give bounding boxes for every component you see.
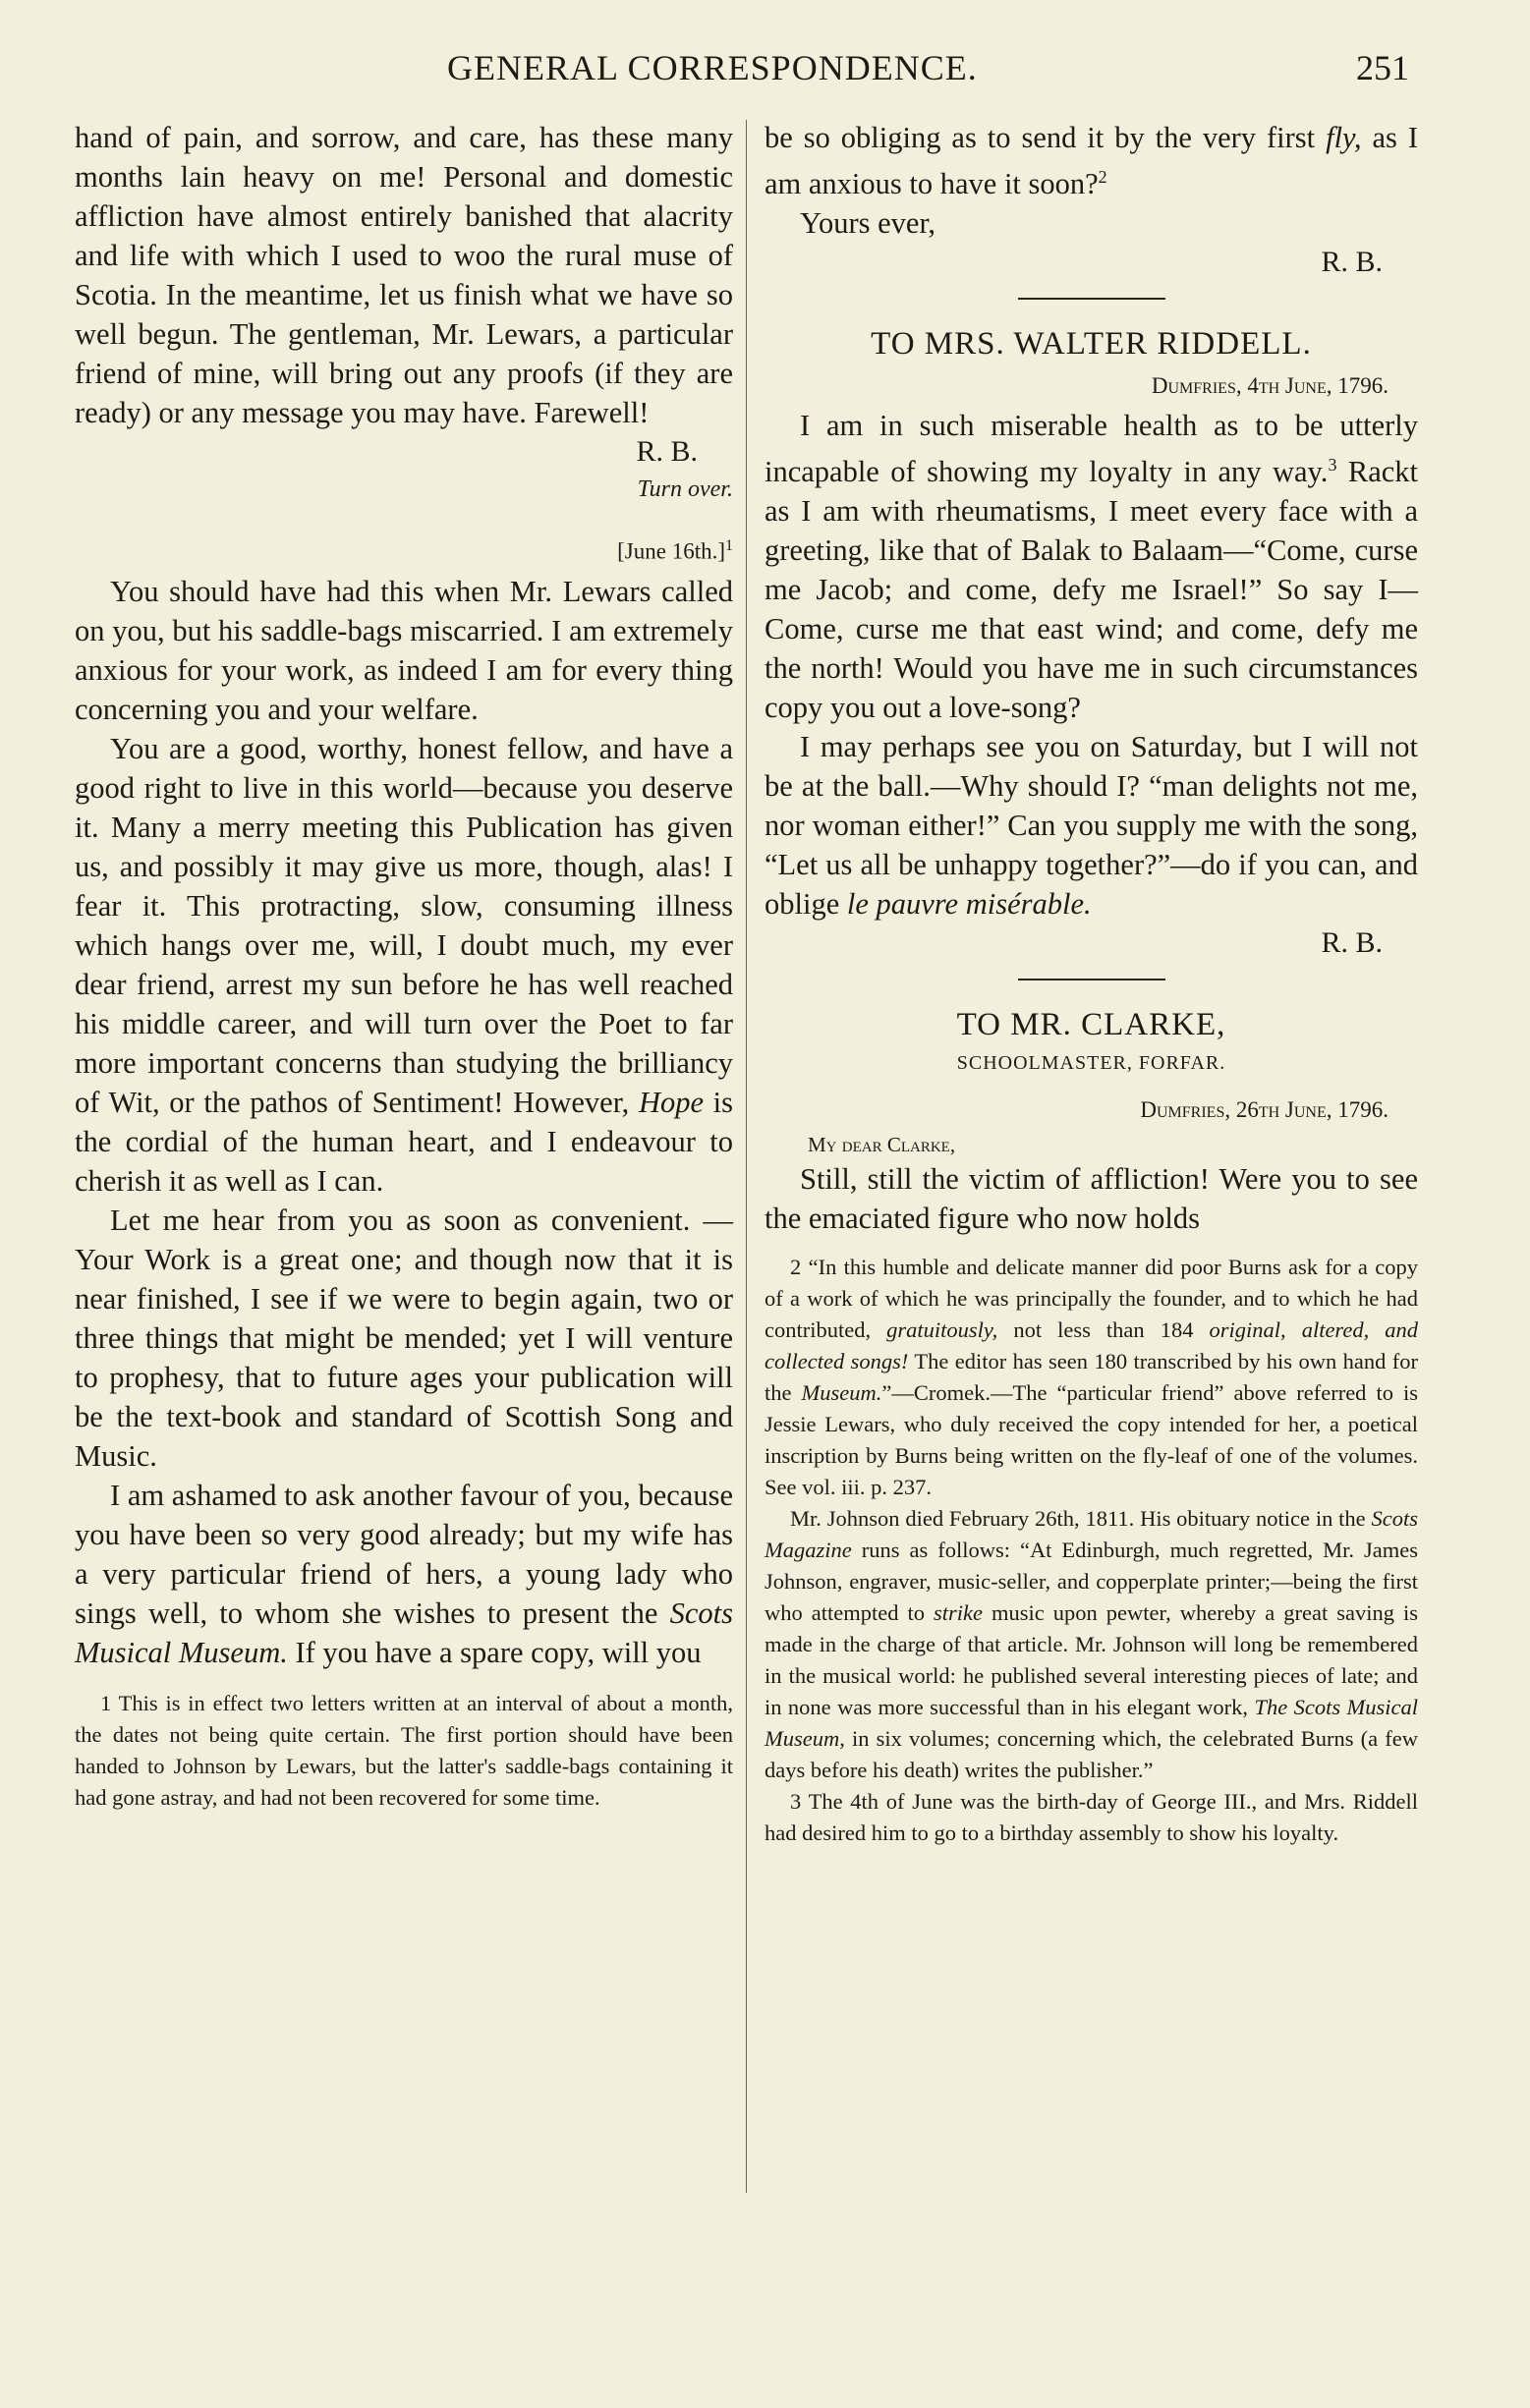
dateline: [June 16th.]$^1$ xyxy=(617,537,733,564)
right-column xyxy=(765,118,1418,1849)
letter-heading: TO MRS. WALTER RIDDELL. xyxy=(871,326,1312,363)
left-column xyxy=(75,118,733,1814)
letter-heading: TO MR. CLARKE, xyxy=(956,1007,1226,1043)
section-rule xyxy=(1018,298,1165,300)
paragraph: hand of pain, and sorrow, and care, has these many months lain heavy on me! Personal and domestic affliction have almost entirely banished that alacrity and life with which I used to woo the rural muse of Scotia. In the meantime, let us finish what we have so well begun. The gentleman, Mr. Lewars, a particular friend of mine, will bring out any proofs (if they are ready) or any message you may have. Farewell! xyxy=(75,121,733,429)
signature: R. B. xyxy=(636,435,698,468)
salutation: My dear Clarke, xyxy=(808,1133,956,1157)
paragraph: I may perhaps see you on Saturday, but I will not be at the ball.—Why should I? “man delights not me, nor woman either!” Can you supply me with the song, “Let us all be unhappy together?”—do if you can, and oblige le pauvre misérable. xyxy=(765,730,1418,922)
paragraph: You are a good, worthy, honest fellow, and have a good right to live in this world—because you deserve it. Many a merry meeting this Publication has given us, and possibly it may give us more, though, alas! I fear it. This protracting, slow, consuming illness which hangs over me, will, I doubt much, my ever dear friend, arrest my sun before he has well reached his middle career, and will turn over the Poet to far more important concerns than studying the brilliancy of Wit, or the pathos of Sentiment! However, Hope is the cordial of the human heart, and I endeavour to cherish it as well as I can. xyxy=(75,731,734,1198)
paragraph: You should have had this when Mr. Lewars called on you, but his saddle-bags miscarried. I am extremely anxious for your work, as indeed I am for every thing concerning you and your welfare. xyxy=(75,574,733,726)
paragraph: be so obliging as to send it by the very first fly, as I am anxious to have it soon?$^2$ xyxy=(765,121,1418,201)
signature: R. B. xyxy=(1321,926,1383,960)
paragraph: I am ashamed to ask another favour of you, because you have been so very good already; but my wife has a very particular friend of hers, a young lady who sings well, to whom she wishes to present the Scots Musical Museum. If you have a spare copy, will you xyxy=(75,1478,733,1669)
paragraph: I am in such miserable health as to be utterly incapable of showing my loyalty in any way.$^3$ Rackt as I am with rheumatisms, I meet every face with a greeting, like that of Balak to Balaam—“Come, curse me Jacob; and come, defy me Israel!” So say I—Come, curse me that east wind; and come, defy me the north! Would you have me in such circumstances copy you out a love-song? xyxy=(765,409,1419,725)
dateline: Dumfries, 4th June, 1796. xyxy=(1151,373,1388,399)
section-rule xyxy=(1018,979,1165,980)
footnote: 2 “In this humble and delicate manner did poor Burns ask for a copy of a work of which he was principally the founder, and to which he had contributed, gratuitously, not less than 184 original, altered, and collected songs! The editor has seen 180 transcribed by his own hand for the Museum.”—Cromek.—The “particular friend” above referred to is Jessie Lewars, who duly received the copy intended for her, a poetical inscription by Burns being written on the fly-leaf of one of the volumes. See vol. iii. p. 237. xyxy=(765,1255,1419,1500)
footnote: 3 The 4th of June was the birth-day of George III., and Mrs. Riddell had desired him to go to a birthday assembly to show his loyalty. xyxy=(765,1789,1418,1846)
dateline: Dumfries, 26th June, 1796. xyxy=(1140,1097,1388,1123)
closing: Yours ever, xyxy=(800,206,936,241)
footnote: 1 This is in effect two letters written at an interval of about a month, the dates not being quite certain. The first portion should have been handed to Johnson by Lewars, but the latter's saddle-bags containing it had gone astray, and had not been recovered for some time. xyxy=(75,1690,733,1810)
footnote-ref: 1 xyxy=(725,537,733,554)
footnote: Mr. Johnson died February 26th, 1811. His obituary notice in the Scots Magazine runs as follows: “At Edinburgh, much regretted, Mr. James Johnson, engraver, music-seller, and copperplate printer;—being the first who attempted to strike music upon pewter, whereby a great saving is made in the charge of that article. Mr. Johnson will long be remembered in the musical world: he published several interesting pieces of late; and in none was more successful than in his elegant work, The Scots Musical Museum, in six volumes; concerning which, the celebrated Burns (a few days before his death) writes the publisher.” xyxy=(765,1506,1419,1783)
running-head: GENERAL CORRESPONDENCE. xyxy=(447,48,978,87)
paragraph: Still, still the victim of affliction! Were you to see the emaciated figure who now holds xyxy=(765,1162,1418,1236)
page-header xyxy=(0,47,1530,96)
signature: R. B. xyxy=(1321,246,1383,279)
page-number: 251 xyxy=(1356,48,1409,87)
turn-over-note: Turn over. xyxy=(637,476,733,502)
paragraph: Let me hear from you as soon as convenient. —Your Work is a great one; and though now that it is near finished, I see if we were to begin again, two or three things that might be mended; yet I will venture to prophesy, that to future ages your publication will be the text-book and standard of Scottish Song and Music. xyxy=(75,1203,733,1473)
column-divider xyxy=(746,120,747,2193)
letter-subheading: SCHOOLMASTER, FORFAR. xyxy=(956,1052,1226,1075)
